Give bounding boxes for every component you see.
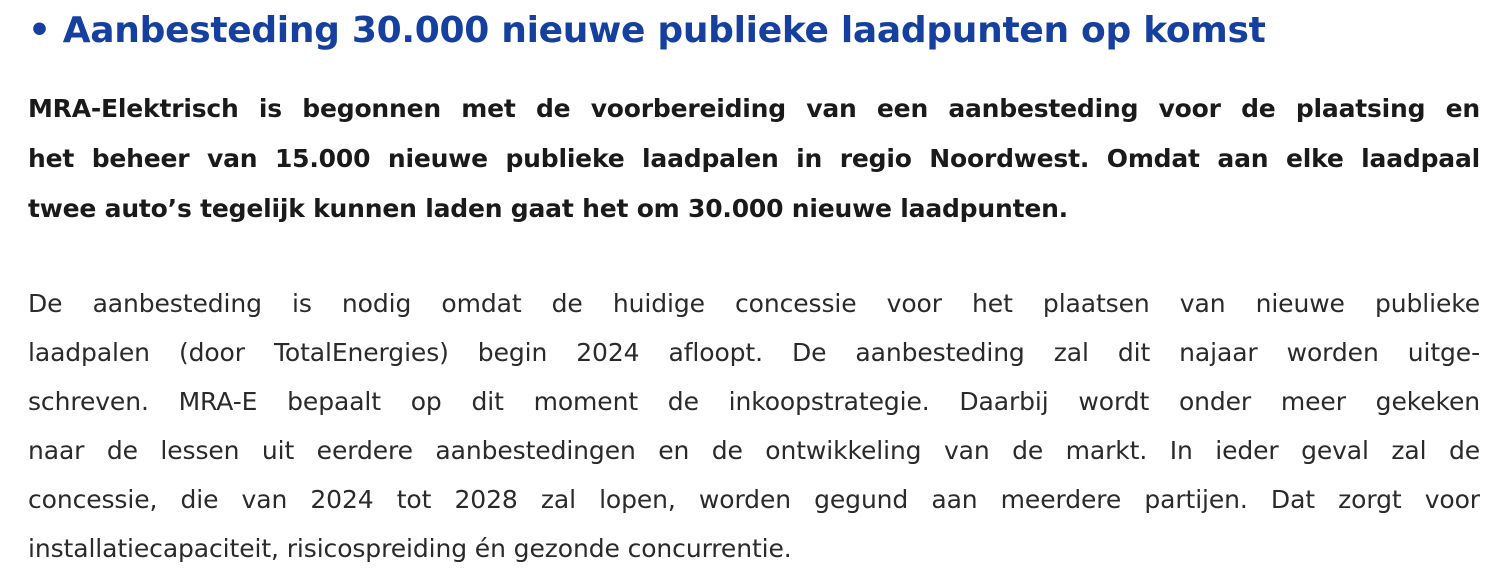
body-line: concessie, die van 2024 tot 2028 zal lopen, worden gegund aan meerdere partijen. Dat zorgt voor	[28, 485, 1480, 514]
intro-line: MRA-Elektrisch is begonnen met de voorbereiding van een aanbesteding voor de plaatsing en	[28, 94, 1480, 123]
body-line: schreven. MRA-E bepaalt op dit moment de inkoopstrategie. Daarbij wordt onder meer gekeken	[28, 387, 1480, 416]
body-line: naar de lessen uit eerdere aanbestedingen en de ontwikkeling van de markt. In ieder geval zal de	[28, 436, 1480, 465]
body-line: De aanbesteding is nodig omdat de huidige concessie voor het plaatsen van nieuwe publieke	[28, 289, 1480, 318]
body-line: laadpalen (door TotalEnergies) begin 2024 afloopt. De aanbesteding zal dit najaar worden uitge-	[28, 338, 1480, 367]
intro-line: twee auto’s tegelijk kunnen laden gaat het om 30.000 nieuwe laadpunten.	[28, 194, 1068, 223]
body-line: installatiecapaciteit, risicospreiding én gezonde concurrentie.	[28, 534, 792, 563]
intro-line: het beheer van 15.000 nieuwe publieke laadpalen in regio Noordwest. Omdat aan elke laadpaal	[28, 144, 1480, 173]
bullet-icon: •	[28, 10, 51, 51]
article-heading	[28, 6, 1480, 56]
body-paragraph	[28, 279, 1480, 573]
article-title: Aanbesteding 30.000 nieuwe publieke laadpunten op komst	[62, 10, 1266, 51]
intro-paragraph	[28, 84, 1480, 234]
